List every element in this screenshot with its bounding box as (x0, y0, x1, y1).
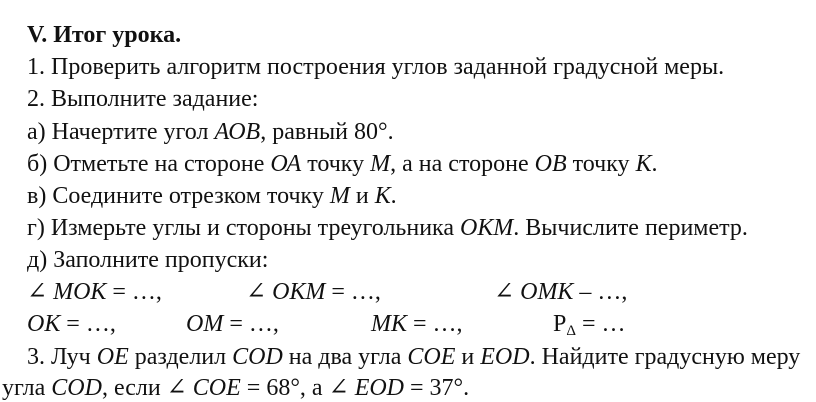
blank-angle-mok (27, 278, 162, 306)
task-item-2: 2. Выполните задание: (27, 86, 259, 112)
angle-name: СОD (232, 344, 283, 370)
side-name: ОМ (186, 311, 224, 337)
angle-name: СОЕ (407, 344, 456, 370)
point-name: К (635, 151, 652, 177)
side-name: МК (371, 311, 407, 337)
task-item-3-text: = 68°, а (240, 375, 329, 401)
subtask-d-text: . Вычислите периметр. (513, 215, 748, 241)
triangle-name: ОКМ (460, 215, 514, 241)
blank-perimeter (553, 310, 626, 338)
angle-symbol: ∠ (27, 279, 48, 305)
task-item-3-text: на два угла (282, 344, 408, 370)
task-item-1: 1. Проверить алгоритм построения углов заданной градусной меры. (27, 54, 725, 80)
task-item-3-line2 (2, 374, 469, 402)
subtask-a-text: а) Начертите угол (27, 119, 215, 145)
angle-name: ОМК (520, 279, 574, 305)
angle-symbol: ∠ (494, 279, 515, 305)
task-item-3-text: 3. Луч (27, 344, 97, 370)
side-name: ОК (27, 311, 61, 337)
subtask-c (27, 182, 397, 210)
subtask-b-text: , а на стороне (390, 151, 535, 177)
section-heading: V. Итог урока. (27, 22, 182, 48)
subtask-b-text: б) Отметьте на стороне (27, 151, 271, 177)
blank-side-om (186, 310, 279, 338)
subtask-b-text: точку (301, 151, 371, 177)
angle-symbol: ∠ (328, 375, 349, 401)
task-item-3-text: и (455, 344, 481, 370)
task-item-3-text: разделил (128, 344, 233, 370)
task-item-3-text: угла (2, 375, 52, 401)
blank-value: = … (576, 311, 626, 337)
angle-name: СОЕ (192, 375, 241, 401)
task-item-3-text: . Найдите градусную меру (529, 344, 801, 370)
subtask-a-text: , равный 80°. (260, 119, 394, 145)
blank-value: = …, (60, 311, 116, 337)
angle-name: ОКМ (272, 279, 326, 305)
task-item-3-line1 (27, 343, 800, 371)
side-name: ОВ (534, 151, 567, 177)
subtask-c-text: . (390, 183, 397, 209)
blank-value: = …, (406, 311, 463, 337)
point-name: К (374, 183, 391, 209)
angle-symbol: ∠ (166, 375, 187, 401)
angle-symbol: ∠ (246, 279, 267, 305)
blank-value: = …, (106, 279, 162, 305)
angle-name: СОD (51, 375, 102, 401)
blank-value: = …, (223, 311, 279, 337)
angle-name: ЕОD (354, 375, 405, 401)
perimeter-symbol: Р (553, 311, 567, 337)
point-name: М (329, 183, 350, 209)
subtask-b (27, 150, 658, 178)
blank-side-ok (27, 310, 116, 338)
side-name: ОА (270, 151, 302, 177)
point-name: М (370, 151, 391, 177)
blank-side-mk (371, 310, 462, 338)
subtask-b-text: . (651, 151, 658, 177)
ray-name: ОЕ (96, 344, 129, 370)
angle-name: ЕОD (480, 344, 530, 370)
subtask-c-text: в) Соедините отрезком точку (27, 183, 330, 209)
subtask-e: д) Заполните пропуски: (27, 247, 269, 273)
blank-value: = …, (325, 279, 381, 305)
task-item-3-text: , если (101, 375, 167, 401)
blank-angle-okm (246, 278, 381, 306)
triangle-subscript: Δ (566, 323, 577, 339)
subtask-b-text: точку (566, 151, 636, 177)
subtask-c-text: и (349, 183, 375, 209)
subtask-a (27, 118, 394, 146)
blank-angle-omk (494, 278, 627, 306)
blank-value: – …, (573, 279, 628, 305)
angle-name: АОВ (214, 119, 261, 145)
subtask-d (27, 214, 748, 242)
subtask-d-text: г) Измерьте углы и стороны треугольника (27, 215, 461, 241)
angle-name: МОК (53, 279, 107, 305)
task-item-3-text: = 37°. (404, 375, 470, 401)
